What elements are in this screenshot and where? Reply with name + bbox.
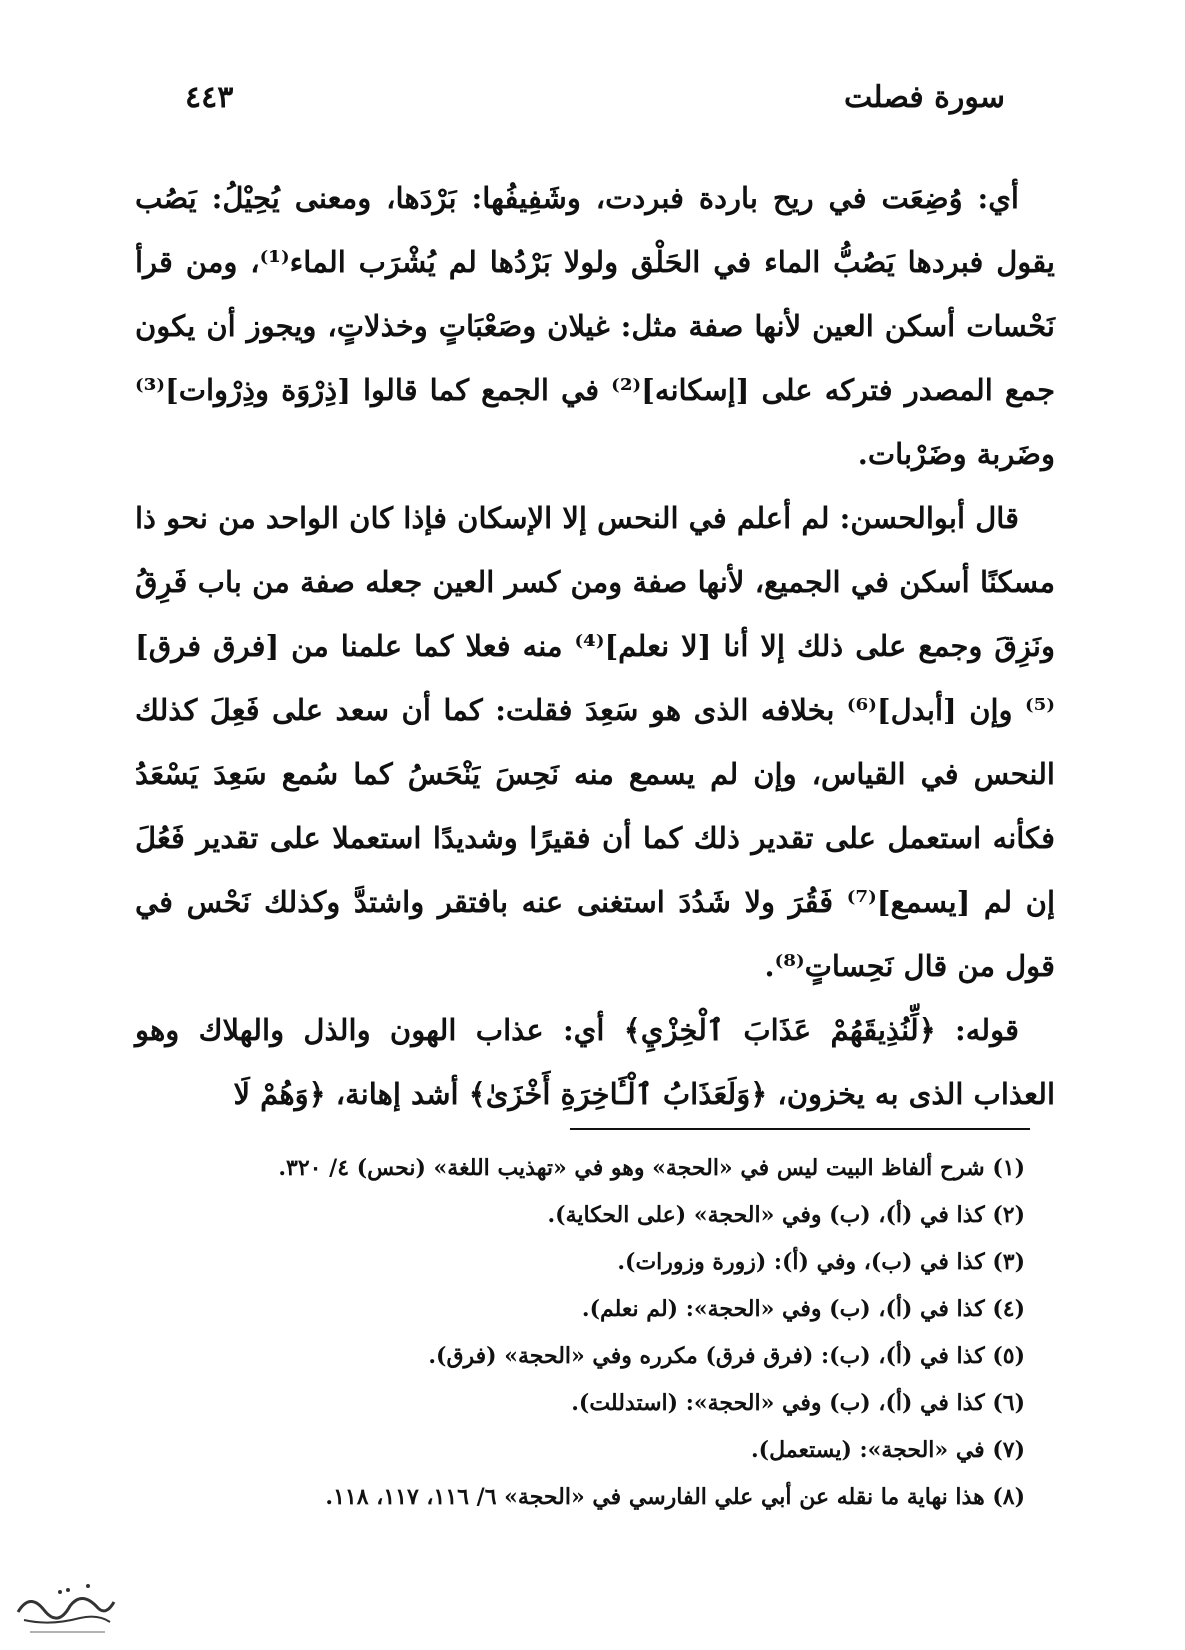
- footnote-2: (٢) كذا في (أ)، (ب) وفي «الحجة» (على الحكاية).: [547, 1202, 1025, 1228]
- footnote-4: (٤) كذا في (أ)، (ب) وفي «الحجة»: (لم نعلم).: [581, 1296, 1025, 1322]
- footnote-5: (٥) كذا في (أ)، (ب): (فرق فرق) مكرره وفي «الحجة» (فرق).: [428, 1343, 1025, 1369]
- footnotes: [140, 1145, 1025, 1521]
- footnote-1: (١) شرح ألفاظ البيت ليس في «الحجة» وهو في «تهذيب اللغة» (نحس) ٤/ ٣٢٠.: [278, 1155, 1025, 1181]
- footnote-6: (٦) كذا في (أ)، (ب) وفي «الحجة»: (استدللت).: [571, 1390, 1025, 1416]
- footnote-7: (٧) في «الحجة»: (يستعمل).: [751, 1437, 1025, 1463]
- watermark-logo: [10, 1572, 120, 1642]
- footnote-3: (٣) كذا في (ب)، وفي (أ): (زورة وزورات).: [617, 1249, 1025, 1275]
- footnote-divider: [570, 1128, 1030, 1130]
- page-header: [185, 80, 1005, 130]
- main-text: [135, 166, 1055, 1126]
- paragraph-2: قال أبوالحسن: لم أعلم في النحس إلا الإسكان فإذا كان الواحد من نحو ذا مسكنًا أسكن في الجميع، لأنها صفة ومن كسر العين جعله صفة من باب فَرِقُ ونَزِقَ وجمع على ذلك إلا أنا [لا نعلم]⁽⁴⁾ منه فعلا كما علمنا من [فرق فرق]⁽⁵⁾ وإن [أبدل]⁽⁶⁾ بخلافه الذى هو سَعِدَ فقلت: كما أن سعد على فَعِلَ كذلك النحس في القياس، وإن لم يسمع منه نَحِسَ يَنْحَسُ كما سُمع سَعِدَ يَسْعَدُ فكأنه استعمل على تقدير ذلك كما أن فقيرًا وشديدًا استعملا على تقدير فَعُلَ إن لم [يسمع]⁽⁷⁾ فَقُرَ ولا شَدُدَ استغنى عنه بافتقر واشتدَّ وكذلك نَحْس في قول من قال نَحِساتٍ⁽⁸⁾.: [135, 501, 1056, 983]
- footnote-8: (٨) هذا نهاية ما نقله عن أبي علي الفارسي في «الحجة» ٦/ ١١٦، ١١٧، ١١٨.: [325, 1484, 1025, 1510]
- page-number: ٤٤٣: [185, 80, 234, 115]
- paragraph-1: أي: وُضِعَت في ريح باردة فبردت، وشَفِيفُها: بَرْدَها، ومعنى يُحِيْلُ: يَصُب يقول فبردها يَصُبُّ الماء في الحَلْق ولولا بَرْدُها لم يُشْرَب الماء⁽¹⁾، ومن قرأ نَحْسات أسكن العين لأنها صفة مثل: غيلان وصَعْبَاتٍ وخذلاتٍ، ويجوز أن يكون جمع المصدر فتركه على [إسكانه]⁽²⁾ في الجمع كما قالوا [ذِرْوَة وذِرْوات]⁽³⁾ وضَربة وضَرْبات.: [135, 181, 1056, 471]
- paragraph-3: قوله: ﴿لِّنُذِيقَهُمْ عَذَابَ ٱلْخِزْيِ﴾ أي: عذاب الهون والذل والهلاك وهو العذاب الذى به يخزون، ﴿وَلَعَذَابُ ٱلْـَٔاخِرَةِ أَخْزَىٰ﴾ أشد إهانة، ﴿وَهُمْ لَا: [135, 1013, 1055, 1111]
- surah-title: سورة فصلت: [843, 80, 1005, 115]
